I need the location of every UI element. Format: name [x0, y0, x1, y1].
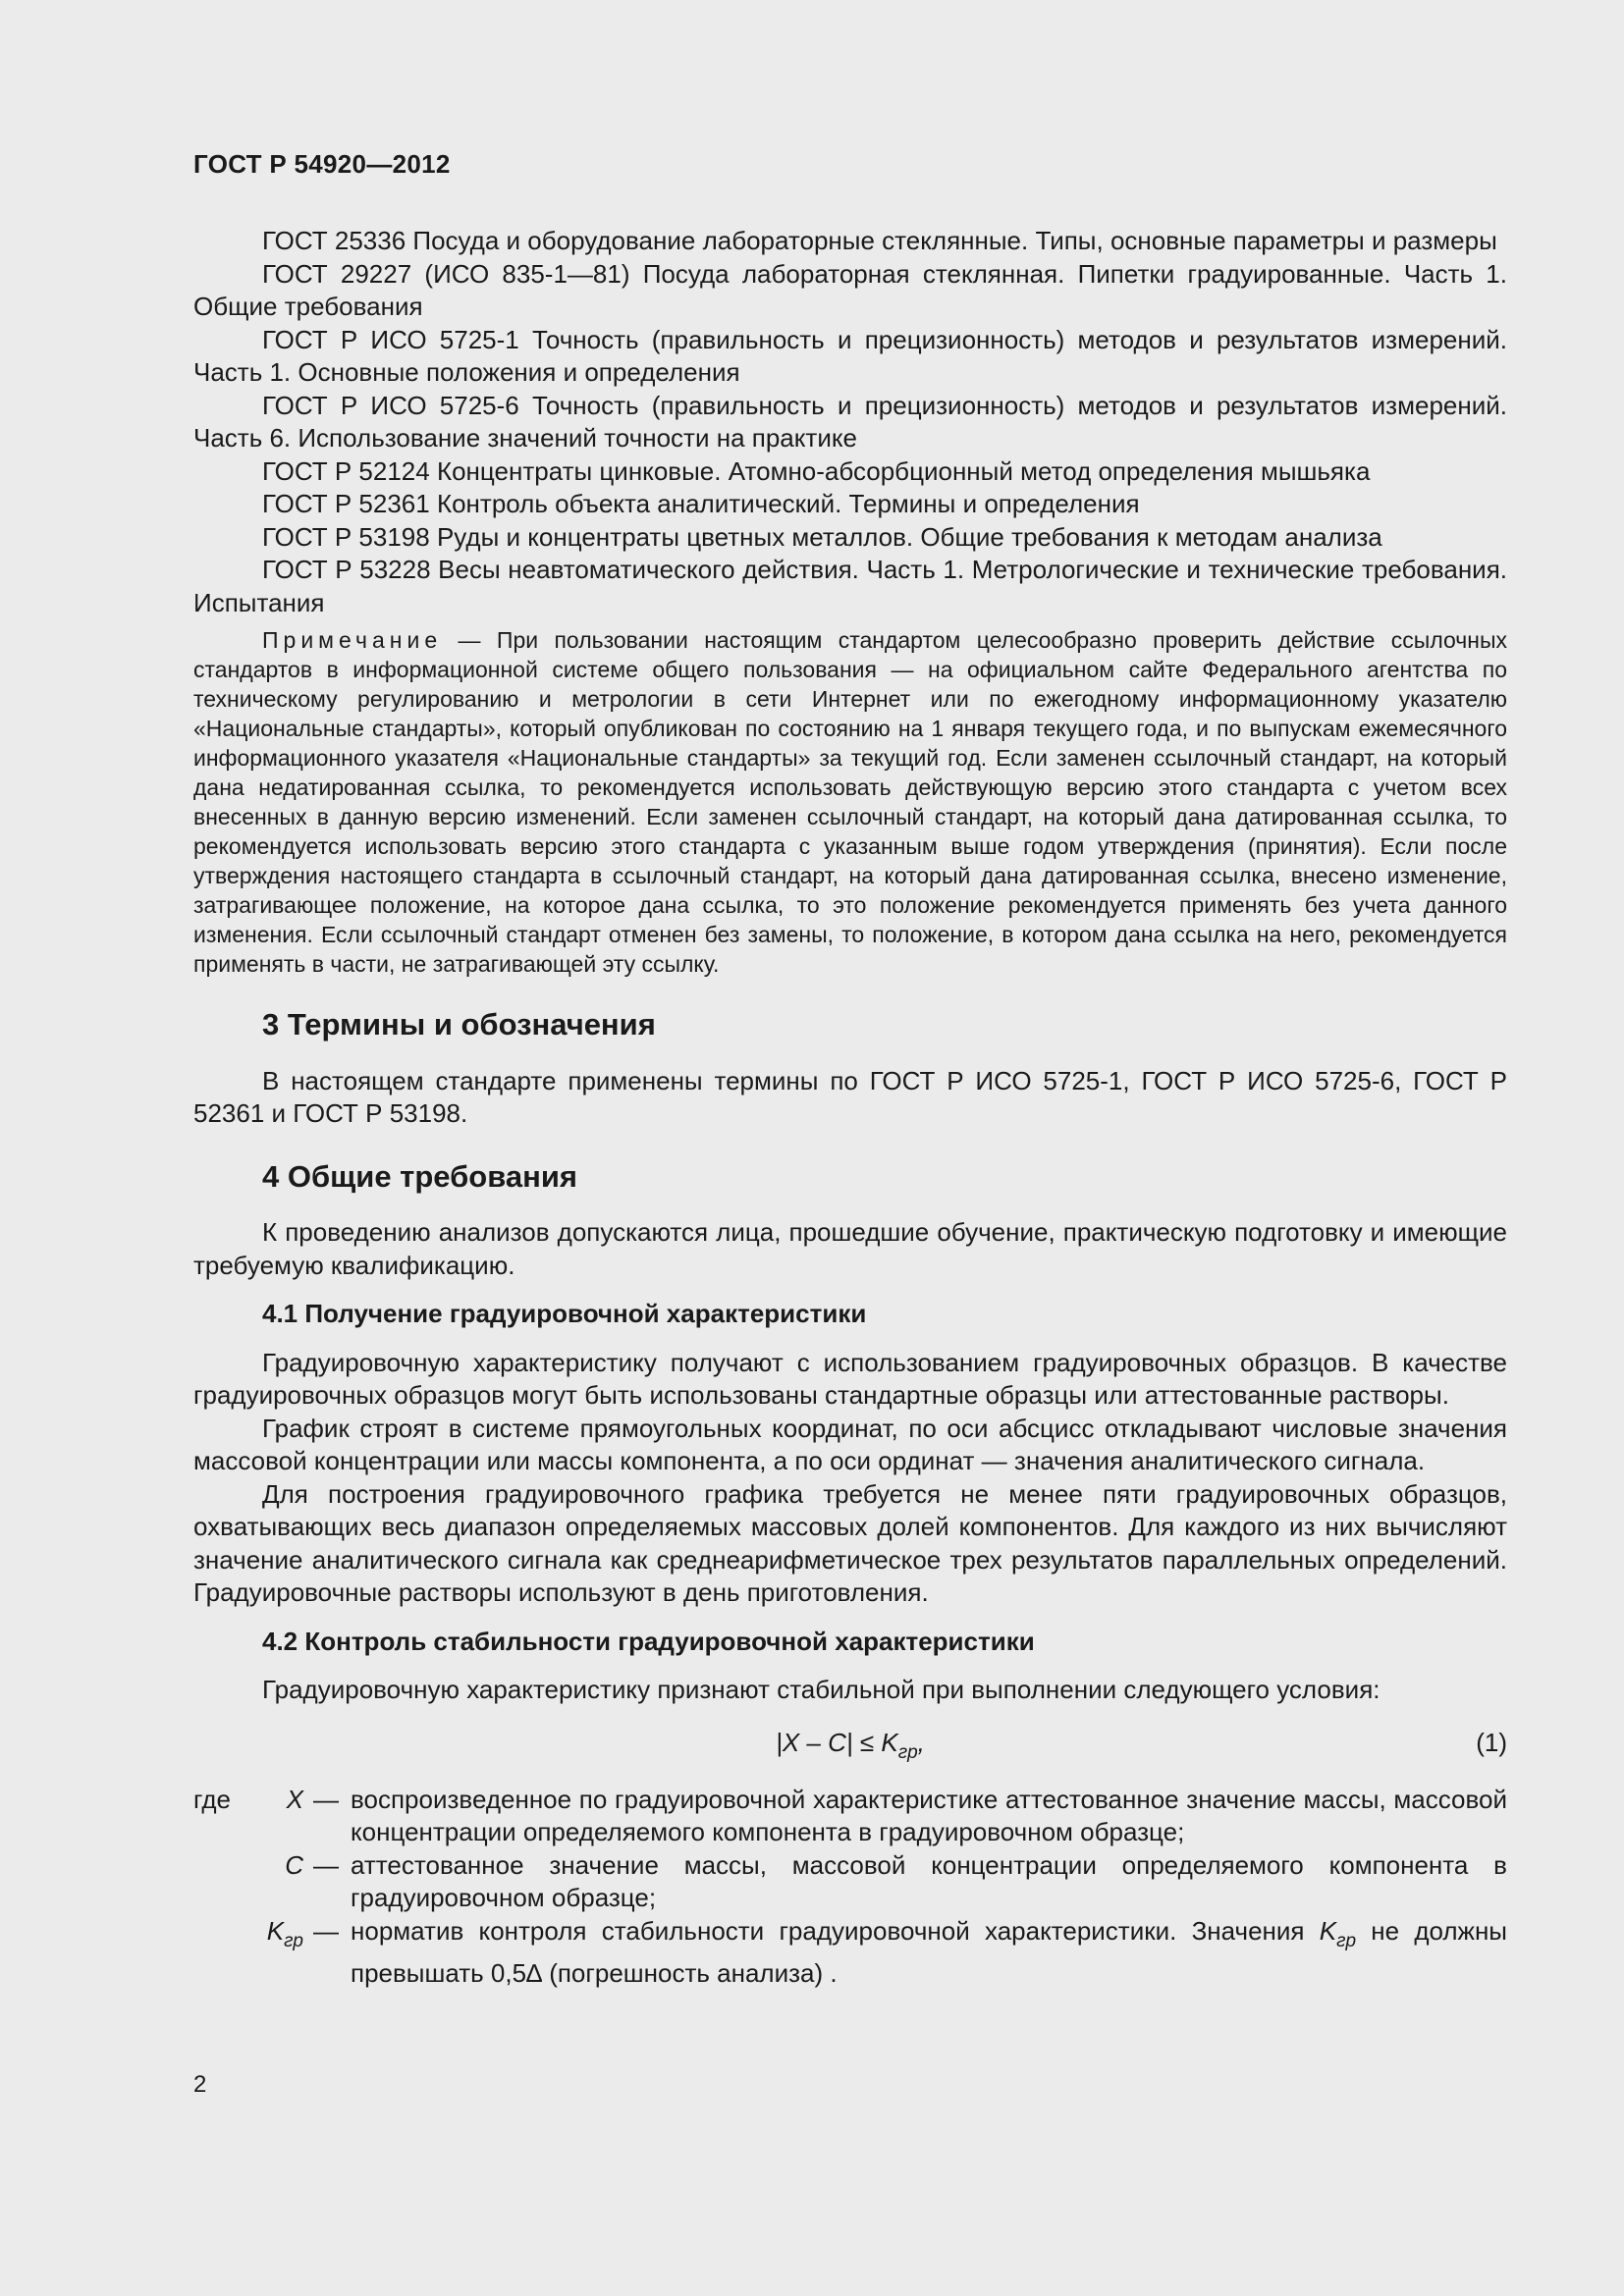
subsection-4-1-p1: Градуировочную характеристику получают с использованием градуировочных образцов. В качестве градуировочных образцов могут быть использованы стандартные образцы или аттестованные растворы. — [193, 1347, 1507, 1410]
subsection-4-1-title: 4.1 Получение градуировочной характеристики — [262, 1299, 867, 1328]
section-4-text: К проведению анализов допускаются лица, прошедшие обучение, практическую подготовку и имеющие требуемую квалификацию. — [193, 1217, 1507, 1280]
definition-row — [193, 1915, 1507, 1991]
formula-1 — [193, 1727, 1507, 1766]
formula-subscript: гр — [897, 1741, 918, 1763]
definition-text: норматив контроля стабильности градуировочной характеристики. Значения $K_{гр}$ не должны превышать 0,5∆ (погрешность анализа) . — [351, 1915, 1507, 1988]
reference-item: ГОСТ Р 52124 Концентраты цинковые. Атомно-абсорбционный метод определения мышьяка — [262, 455, 1371, 486]
formula-main: |X – C| ≤ K — [776, 1727, 898, 1757]
where-label: где — [193, 1784, 231, 1814]
reference-item: ГОСТ Р 53198 Руды и концентраты цветных металлов. Общие требования к методам анализа — [262, 521, 1382, 552]
page-number: 2 — [193, 2071, 207, 2098]
section-3-text: В настоящем стандарте применены термины по ГОСТ Р ИСО 5725-1, ГОСТ Р ИСО 5725-6, ГОСТ Р 52361 и ГОСТ Р 53198. — [193, 1065, 1507, 1128]
note-label: Примечание — [262, 627, 443, 653]
note-paragraph — [193, 625, 1507, 979]
definition-row — [193, 1784, 1507, 1849]
note-text: — При пользовании настоящим стандартом целесообразно проверить действие ссылочных стандартов в информационной системе общего пользования — на официальном сайте Федерального агентства по техническому регулированию и метрологии в сети Интернет или по ежегодному информационному указателю «Национальные стандарты», который опубликован по состоянию на 1 января текущего года, и по выпускам ежемесячного информационного указателя «Национальные стандарты» за текущий год. Если заменен ссылочный стандарт, на который дана недатированная ссылка, то рекомендуется использовать действующую версию этого стандарта с учетом всех внесенных в данную версию изменений. Если заменен ссылочный стандарт, на который дана датированная ссылка, то рекомендуется использовать версию этого стандарта с указанным выше годом утверждения (принятия). Если после утверждения настоящего стандарта в ссылочный стандарт, на который дана датированная ссылка, внесено изменение, затрагивающее положение, на которое дана ссылка, то это положение рекомендуется применять без учета данного изменения. Если ссылочный стандарт отменен без замены, то положение, в котором дана ссылка на него, рекомендуется применять в части, не затрагивающей эту ссылку. — [193, 627, 1507, 977]
reference-item: ГОСТ Р 53228 Весы неавтоматического действия. Часть 1. Метрологические и технические требования. Испытания — [193, 555, 1507, 617]
subsection-4-2-p1: Градуировочную характеристику признают стабильной при выполнении следующего условия: — [262, 1675, 1380, 1704]
subsection-4-2-title: 4.2 Контроль стабильности градуировочной характеристики — [262, 1626, 1035, 1656]
definition-symbol: X — [286, 1784, 303, 1814]
reference-item: ГОСТ Р ИСО 5725-6 Точность (правильность и прецизионность) методов и результатов измерений. Часть 6. Использование значений точности на практике — [193, 390, 1507, 453]
definition-symbol: $K_{гр}$ — [266, 1915, 303, 1951]
subsection-4-1-p3: Для построения градуировочного графика требуется не менее пяти градуировочных образцов, охватывающих весь диапазон определяемых массовых долей компонентов. Для каждого из них вычисляют значение аналитического сигнала как среднеарифметическое трех результатов параллельных определений. Градуировочные растворы используют в день приготовления. — [193, 1478, 1507, 1607]
section-3-title: 3 Термины и обозначения — [262, 1007, 656, 1041]
definition-row — [193, 1849, 1507, 1915]
equation-number: (1) — [1476, 1727, 1507, 1757]
formula-tail: , — [917, 1727, 925, 1757]
references-list — [193, 225, 1507, 619]
reference-item: ГОСТ 29227 (ИСО 835-1—81) Посуда лабораторная стеклянная. Пипетки градуированные. Часть 1. Общие требования — [193, 258, 1507, 321]
reference-item: ГОСТ Р ИСО 5725-1 Точность (правильность и прецизионность) методов и результатов измерений. Часть 1. Основные положения и определения — [193, 324, 1507, 387]
document-header: ГОСТ Р 54920—2012 — [193, 149, 451, 179]
definition-dash: — — [313, 1849, 339, 1880]
definition-symbol: C — [285, 1849, 303, 1880]
definition-text: аттестованное значение массы, массовой концентрации определяемого компонента в градуировочном образце; — [351, 1849, 1507, 1912]
definition-dash: — — [313, 1784, 339, 1814]
definition-text: воспроизведенное по градуировочной характеристике аттестованное значение массы, массовой концентрации определяемого компонента в градуировочном образце; — [351, 1784, 1507, 1846]
subsection-4-1-p2: График строят в системе прямоугольных координат, по оси абсцисс откладывают числовые значения массовой концентрации или массы компонента, а по оси ординат — значения аналитического сигнала. — [193, 1413, 1507, 1475]
reference-item: ГОСТ 25336 Посуда и оборудование лабораторные стеклянные. Типы, основные параметры и размеры — [262, 226, 1497, 255]
definition-dash: — — [313, 1915, 339, 1946]
document-body — [193, 225, 1507, 1991]
reference-item: ГОСТ Р 52361 Контроль объекта аналитический. Термины и определения — [262, 489, 1140, 518]
formula-expression — [193, 1727, 1507, 1770]
formula-definitions — [193, 1784, 1507, 1991]
section-4-title: 4 Общие требования — [262, 1158, 577, 1194]
